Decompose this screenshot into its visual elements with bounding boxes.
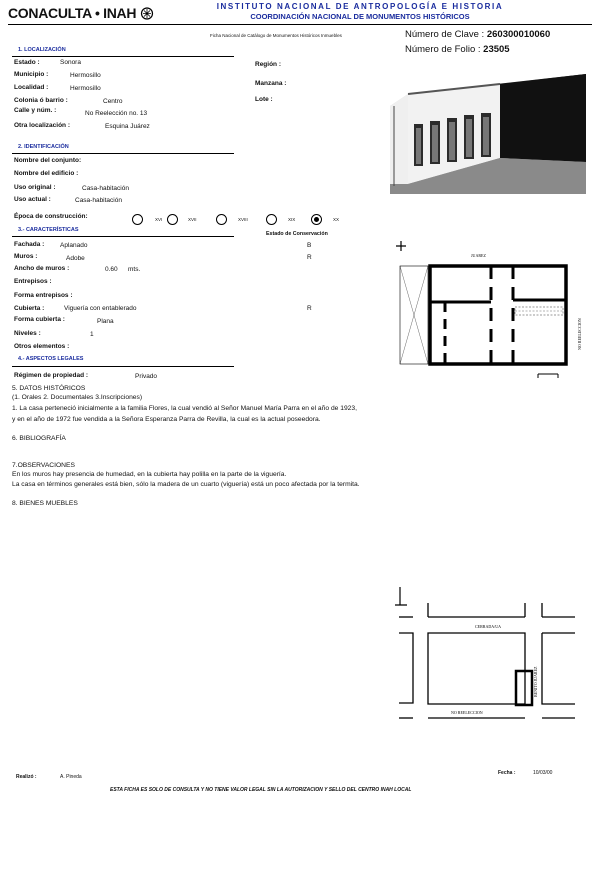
epoca-label-xviii: XVIII [238, 217, 248, 222]
folio-field [405, 44, 510, 55]
manzana-label: Manzana : [255, 80, 287, 87]
epoca-radio-xviii[interactable] [216, 214, 227, 225]
plan-street-top: JUAREZ [471, 253, 486, 258]
epoca-label-xvii: XVII [188, 217, 197, 222]
section-divider [12, 153, 234, 154]
uso-actual-label: Uso actual : [14, 196, 51, 203]
localidad-label: Localidad : [14, 84, 49, 91]
inah-emblem-icon [140, 7, 154, 20]
epoca-radio-xx[interactable] [311, 214, 322, 225]
form-title: Ficha Nacional de Catálogo de Monumentos Históricos Inmuebles [210, 33, 342, 38]
nombre-edificio-label: Nombre del edificio : [14, 170, 79, 177]
realizo-label: Realizó : [16, 774, 37, 780]
forma-entrepisos-label: Forma entrepisos : [14, 292, 73, 299]
plan-street-right: NO REELECCION [577, 318, 582, 350]
cubierta-estado: R [307, 305, 312, 312]
clave-field [405, 29, 550, 40]
folio-value: 23505 [483, 44, 510, 55]
map-street-top: CERRADA/UA [475, 624, 502, 629]
epoca-label: Época de construcción: [14, 213, 88, 220]
disclaimer: ESTA FICHA ES SOLO DE CONSULTA Y NO TIENE VALOR LEGAL SIN LA AUTORIZACION Y SELLO DEL CENTRO INAH LOCAL [110, 787, 412, 793]
observaciones-line1: En los muros hay presencia de humedad, en la cubierta hay polilla en la parte de la viguería. [12, 471, 287, 478]
north-arrow-icon [395, 587, 407, 605]
lote-label: Lote : [255, 96, 273, 103]
logo-text: CONACULTA • INAH [8, 5, 137, 21]
cubierta-value: Viguería con entablerado [64, 305, 137, 312]
regimen-label: Régimen de propiedad : [14, 372, 89, 379]
otros-elementos-label: Otros elementos : [14, 343, 70, 350]
bienes-muebles-title: 8. BIENES MUEBLES [12, 500, 78, 507]
entrepisos-label: Entrepisos : [14, 278, 52, 285]
fecha-value: 10/03/00 [533, 770, 553, 776]
conaculta-inah-logo [8, 5, 154, 21]
forma-cubierta-value: Plana [97, 318, 114, 325]
uso-actual-value: Casa-habitación [75, 197, 122, 204]
datos-historicos-subtitle: (1. Orales 2. Documentales 3.Inscripciones) [12, 394, 143, 401]
epoca-radio-xix[interactable] [266, 214, 277, 225]
municipio-label: Municipio : [14, 71, 49, 78]
realizo-value: A. Pineda [60, 774, 82, 780]
niveles-value: 1 [90, 331, 94, 338]
estado-conservacion-header: Estado de Conservación [266, 231, 328, 237]
ancho-muros-unit: mts. [128, 266, 141, 273]
cubierta-label: Cubierta : [14, 305, 45, 312]
section-caracteristicas-title: 3.- CARACTERÍSTICAS [18, 227, 79, 233]
datos-historicos-line2: y en el año de 1972 fue vendida a la Señora Esperanza Parra de Revilla, la cual es la actual poseedora. [12, 416, 321, 423]
uso-original-label: Uso original : [14, 184, 56, 191]
fachada-label: Fachada : [14, 241, 45, 248]
institute-name: INSTITUTO NACIONAL DE ANTROPOLOGÍA E HISTORIA [216, 2, 504, 11]
municipio-value: Hermosillo [70, 72, 101, 79]
forma-cubierta-label: Forma cubierta : [14, 316, 65, 323]
epoca-label-xx: XX [333, 217, 340, 222]
muros-value: Adobe [66, 255, 85, 262]
folio-label: Número de Folio : [405, 44, 481, 55]
section-localizacion-title: 1. LOCALIZACIÓN [18, 47, 66, 53]
observaciones-title: 7.OBSERVACIONES [12, 462, 75, 469]
colonia-label: Colonia ó barrio : [14, 97, 68, 104]
muros-label: Muros : [14, 253, 38, 260]
epoca-radio-xvi[interactable] [132, 214, 143, 225]
map-street-right: BENITO JUAREZ [533, 666, 538, 697]
otra-localizacion-label: Otra localización : [14, 122, 70, 129]
header-divider [8, 24, 592, 25]
region-label: Región : [255, 61, 281, 68]
estado-label: Estado : [14, 59, 40, 66]
bibliografia-title: 6. BIBLIOGRAFÍA [12, 435, 66, 442]
epoca-label-xvi: XVI [155, 217, 163, 222]
section-divider [12, 236, 234, 237]
section-aspectos-legales-title: 4.- ASPECTOS LEGALES [18, 356, 84, 362]
datos-historicos-line1: 1. La casa perteneció inicialmente a la familia Flores, la cual vendió al Señor Manuel María Parra en el año de 1923, [12, 405, 357, 412]
fecha-label: Fecha : [498, 770, 516, 776]
epoca-label-xix: XIX [288, 217, 296, 222]
calle-label: Calle y núm. : [14, 107, 57, 114]
estado-value: Sonora [60, 59, 81, 66]
building-photo [390, 66, 586, 194]
nombre-conjunto-label: Nombre del conjunto: [14, 157, 82, 164]
ancho-muros-value: 0.60 [105, 266, 118, 273]
section-divider [12, 366, 234, 367]
ancho-muros-label: Ancho de muros : [14, 265, 70, 272]
muros-estado: R [307, 254, 312, 261]
floor-plan [393, 240, 589, 378]
niveles-label: Niveles : [14, 330, 41, 337]
section-identificacion-title: 2. IDENTIFICACIÓN [18, 144, 69, 150]
map-street-bottom: NO REELECCION [451, 710, 483, 715]
uso-original-value: Casa-habitación [82, 185, 129, 192]
fachada-value: Aplanado [60, 242, 88, 249]
observaciones-line2: La casa en términos generales está bien, sólo la madera de un cuarto (viguería) está un poco afectada por la termita. [12, 481, 360, 488]
regimen-value: Privado [135, 373, 158, 380]
location-map [385, 585, 585, 720]
north-arrow-icon [396, 241, 406, 251]
clave-label: Número de Clave : [405, 29, 485, 40]
coordination-name: COORDINACIÓN NACIONAL DE MONUMENTOS HISTÓRICOS [250, 12, 470, 21]
property-marker [516, 671, 532, 705]
otra-localizacion-value: Esquina Juárez [105, 123, 150, 130]
colonia-value: Centro [103, 98, 123, 105]
section-divider [12, 56, 234, 57]
radio-selected-dot [314, 217, 319, 222]
calle-value: No Reelección no. 13 [85, 110, 148, 117]
clave-value: 260300010060 [486, 29, 551, 40]
datos-historicos-title: 5. DATOS HISTÓRICOS [12, 385, 86, 392]
localidad-value: Hermosillo [70, 85, 101, 92]
fachada-estado: B [307, 242, 312, 249]
epoca-radio-xvii[interactable] [167, 214, 178, 225]
